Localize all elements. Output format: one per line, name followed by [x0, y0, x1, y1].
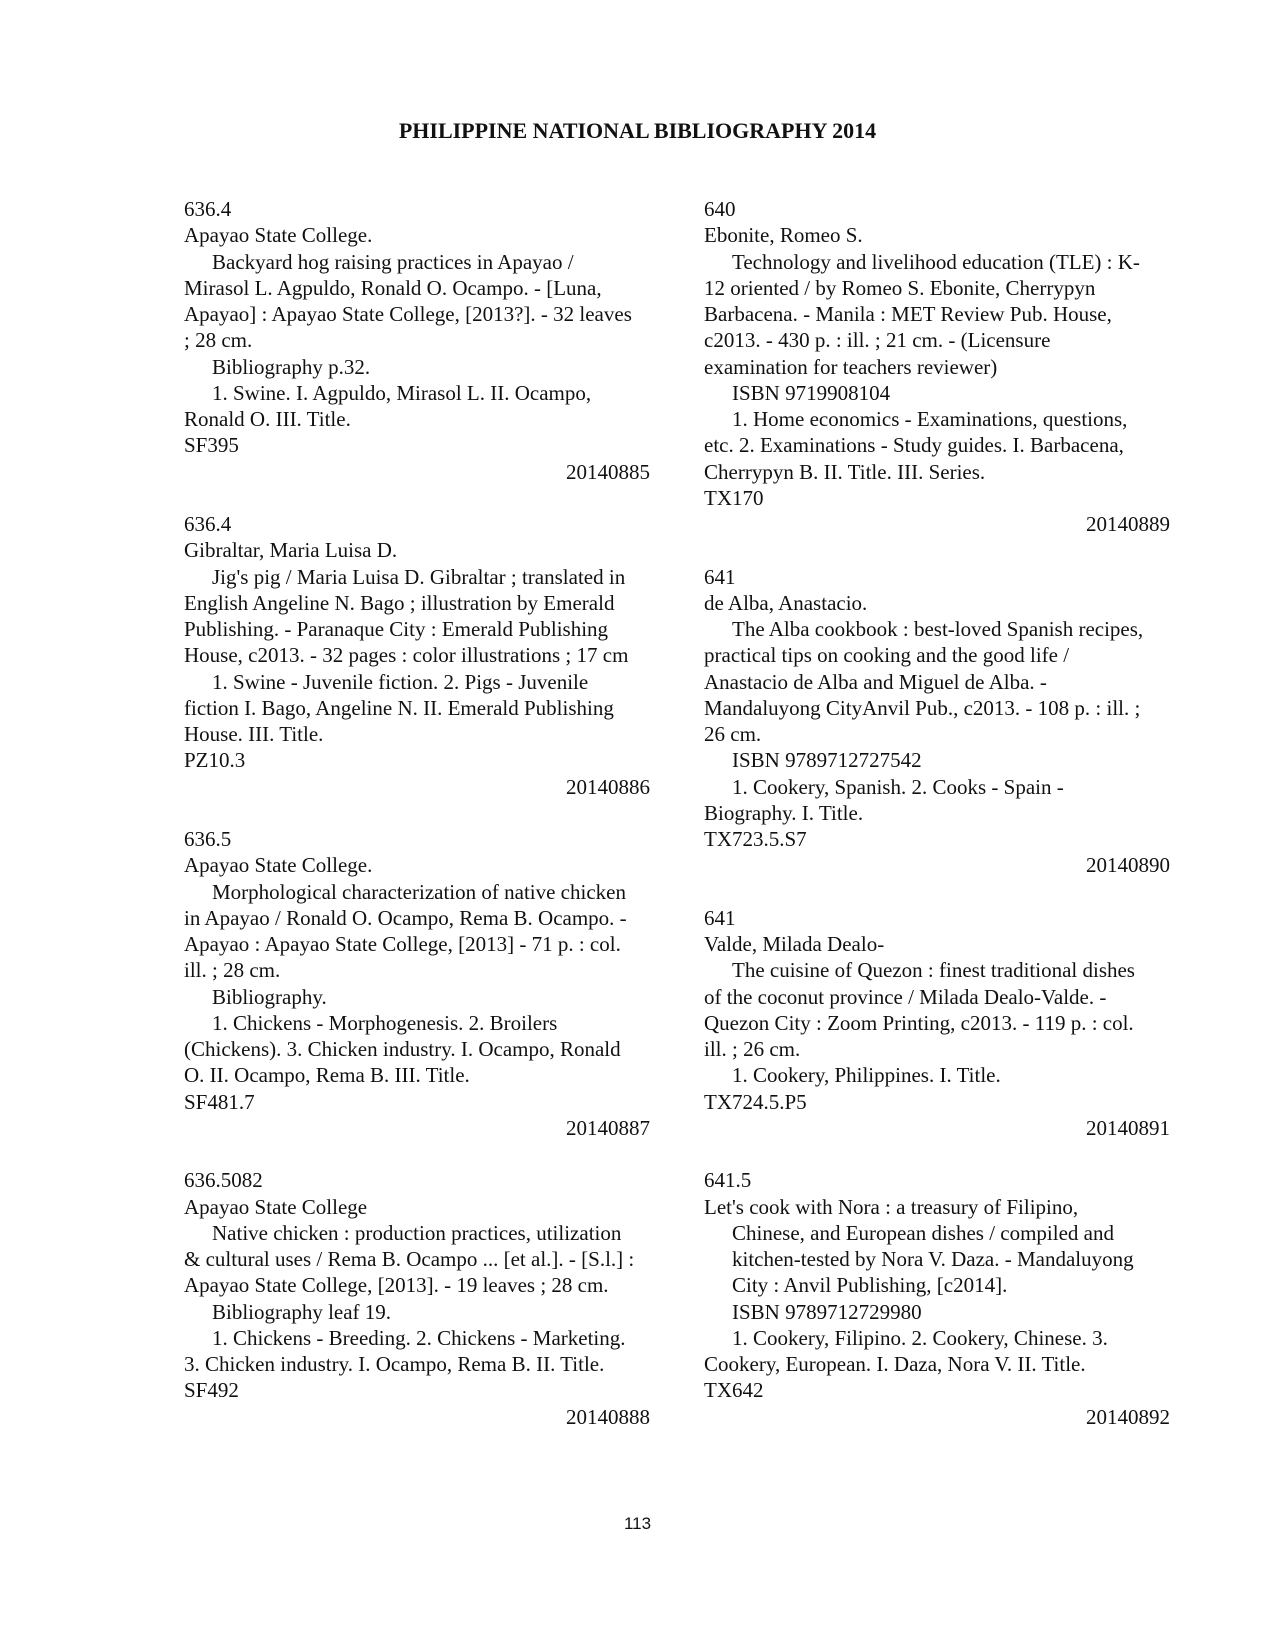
entry-text-line: Morphological characterization of native chicken	[212, 879, 626, 904]
entry-author: Apayao State College.	[184, 223, 373, 248]
call-number: 641	[704, 564, 736, 589]
entry-text-line: 12 oriented / by Romeo S. Ebonite, Cherrypyn	[704, 275, 1096, 300]
entry-text-line: 3. Chicken industry. I. Ocampo, Rema B. II. Title.	[184, 1352, 605, 1376]
entry-text-line: fiction I. Bago, Angeline N. II. Emerald Publishing	[184, 695, 614, 720]
entry-text-line: Mandaluyong CityAnvil Pub., c2013. - 108 p. : ill. ;	[704, 695, 1141, 720]
entry-text-line: & cultural uses / Rema B. Ocampo ... [et al.]. - [S.l.] :	[184, 1247, 635, 1271]
entry-text-line: ; 28 cm.	[184, 328, 253, 353]
entry-text-line: English Angeline N. Bago ; illustration by Emerald	[184, 590, 615, 615]
call-number: 636.4	[184, 197, 232, 221]
entry-text-line: of the coconut province / Milada Dealo-Valde. -	[704, 984, 1107, 1009]
bibliography-entry	[184, 196, 664, 485]
entry-author: Let's cook with Nora : a treasury of Filipino,	[704, 1194, 1079, 1219]
entry-text-line: Cherrypyn B. II. Title. III. Series.	[704, 459, 986, 484]
bibliography-entry	[184, 1167, 664, 1430]
entry-author: de Alba, Anastacio.	[704, 590, 868, 615]
entry-text-line: c2013. - 430 p. : ill. ; 21 cm. - (Licensure	[704, 328, 1051, 353]
entry-text-line: ISBN 9719908104	[732, 380, 891, 405]
entry-spacer	[184, 800, 664, 826]
entry-text-line: Technology and livelihood education (TLE) : K-	[732, 249, 1140, 274]
entry-author: Valde, Milada Dealo-	[704, 932, 885, 956]
record-number: 20140888	[566, 1404, 650, 1429]
entry-text-line: examination for teachers reviewer)	[704, 354, 998, 379]
entry-text-line: City : Anvil Publishing, [c2014].	[732, 1273, 1008, 1298]
bibliography-entry	[704, 905, 1184, 1141]
entry-spacer	[704, 1141, 1184, 1167]
bibliography-entry	[704, 564, 1184, 879]
entry-author: Gibraltar, Maria Luisa D.	[184, 538, 398, 563]
entry-text-line: 1. Cookery, Spanish. 2. Cooks - Spain -	[732, 774, 1064, 799]
entry-text-line: 1. Cookery, Philippines. I. Title.	[732, 1063, 1001, 1088]
bibliography-entry	[704, 1167, 1184, 1430]
entry-text-line: Native chicken : production practices, utilization	[212, 1220, 622, 1245]
entry-text-line: Cookery, European. I. Daza, Nora V. II. Title.	[704, 1352, 1086, 1376]
entry-text-line: in Apayao / Ronald O. Ocampo, Rema B. Ocampo. -	[184, 905, 627, 930]
lc-call-number: SF481.7	[184, 1089, 255, 1114]
entry-text-line: Mirasol L. Agpuldo, Ronald O. Ocampo. - [Luna,	[184, 275, 602, 300]
entry-text-line: ISBN 9789712727542	[732, 748, 922, 773]
entry-spacer	[184, 1141, 664, 1167]
page-title: PHILIPPINE NATIONAL BIBLIOGRAPHY 2014	[398, 118, 877, 143]
entry-author: Ebonite, Romeo S.	[704, 223, 863, 248]
entry-text-line: 1. Home economics - Examinations, questions,	[732, 407, 1128, 431]
entry-author: Apayao State College	[184, 1194, 368, 1219]
lc-call-number: TX642	[704, 1378, 764, 1403]
record-number: 20140885	[566, 459, 650, 484]
record-number: 20140889	[1086, 512, 1170, 536]
entry-text-line: Anastacio de Alba and Miguel de Alba. -	[704, 669, 1047, 694]
entry-spacer	[184, 485, 664, 511]
bibliography-entry	[184, 511, 664, 800]
lc-call-number: SF492	[184, 1378, 239, 1403]
record-number: 20140891	[1086, 1115, 1170, 1140]
record-number: 20140886	[566, 774, 650, 799]
entry-text-line: The Alba cookbook : best-loved Spanish recipes,	[732, 617, 1144, 641]
page-number: 113	[623, 1514, 652, 1533]
call-number: 641.5	[704, 1168, 752, 1193]
record-number: 20140890	[1086, 853, 1170, 878]
entry-text-line: Quezon City : Zoom Printing, c2013. - 119 p. : col.	[704, 1010, 1134, 1035]
left-column	[184, 196, 664, 1430]
lc-call-number: PZ10.3	[184, 748, 246, 773]
entry-text-line: kitchen-tested by Nora V. Daza. - Mandaluyong	[732, 1247, 1134, 1271]
entry-author: Apayao State College.	[184, 853, 373, 878]
entry-spacer	[704, 879, 1184, 905]
entry-text-line: 1. Chickens - Breeding. 2. Chickens - Marketing.	[212, 1325, 626, 1350]
entry-spacer	[704, 537, 1184, 563]
entry-text-line: Jig's pig / Maria Luisa D. Gibraltar ; translated in	[212, 564, 626, 589]
call-number: 641	[704, 905, 736, 930]
entry-text-line: Apayao] : Apayao State College, [2013?]. - 32 leaves	[184, 302, 632, 326]
record-number: 20140892	[1086, 1404, 1170, 1429]
lc-call-number: TX170	[704, 485, 764, 510]
entry-text-line: House, c2013. - 32 pages : color illustrations ; 17 cm	[184, 643, 629, 668]
call-number: 640	[704, 197, 736, 221]
entry-text-line: Backyard hog raising practices in Apayao /	[212, 249, 574, 274]
record-number: 20140887	[566, 1115, 650, 1140]
entry-text-line: Chinese, and European dishes / compiled and	[732, 1220, 1114, 1245]
entry-text-line: Bibliography leaf 19.	[212, 1299, 392, 1324]
entry-text-line: 1. Swine. I. Agpuldo, Mirasol L. II. Ocampo,	[212, 380, 592, 405]
entry-text-line: Barbacena. - Manila : MET Review Pub. House,	[704, 302, 1112, 326]
call-number: 636.4	[184, 512, 232, 536]
bibliography-entry	[704, 196, 1184, 537]
entry-text-line: ill. ; 28 cm.	[184, 958, 281, 983]
call-number: 636.5082	[184, 1168, 263, 1193]
entry-text-line: (Chickens). 3. Chicken industry. I. Ocampo, Ronald	[184, 1037, 621, 1061]
entry-text-line: Biography. I. Title.	[704, 800, 864, 825]
entry-text-line: ill. ; 26 cm.	[704, 1037, 801, 1061]
entry-text-line: Ronald O. III. Title.	[184, 407, 351, 431]
entry-text-line: Apayao : Apayao State College, [2013] - 71 p. : col.	[184, 932, 621, 956]
call-number: 636.5	[184, 827, 232, 851]
entry-text-line: O. II. Ocampo, Rema B. III. Title.	[184, 1063, 470, 1088]
right-column	[704, 196, 1184, 1430]
entry-text-line: etc. 2. Examinations - Study guides. I. Barbacena,	[704, 433, 1124, 458]
entry-text-line: 1. Swine - Juvenile fiction. 2. Pigs - Juvenile	[212, 669, 589, 694]
entry-text-line: Bibliography p.32.	[212, 354, 371, 379]
entry-text-line: 26 cm.	[704, 722, 762, 746]
entry-text-line: 1. Cookery, Filipino. 2. Cookery, Chinese. 3.	[732, 1325, 1108, 1350]
lc-call-number: SF395	[184, 433, 239, 458]
entry-text-line: 1. Chickens - Morphogenesis. 2. Broilers	[212, 1010, 558, 1035]
entry-text-line: Bibliography.	[212, 984, 327, 1009]
entry-text-line: Apayao State College, [2013]. - 19 leaves ; 28 cm.	[184, 1273, 609, 1298]
bibliography-entry	[184, 826, 664, 1141]
entry-text-line: ISBN 9789712729980	[732, 1299, 922, 1324]
entry-text-line: practical tips on cooking and the good life /	[704, 643, 1070, 668]
lc-call-number: TX724.5.P5	[704, 1089, 807, 1114]
entry-text-line: Publishing. - Paranaque City : Emerald Publishing	[184, 617, 609, 641]
lc-call-number: TX723.5.S7	[704, 827, 807, 851]
entry-text-line: House. III. Title.	[184, 722, 324, 746]
entry-text-line: The cuisine of Quezon : finest traditional dishes	[732, 958, 1135, 983]
